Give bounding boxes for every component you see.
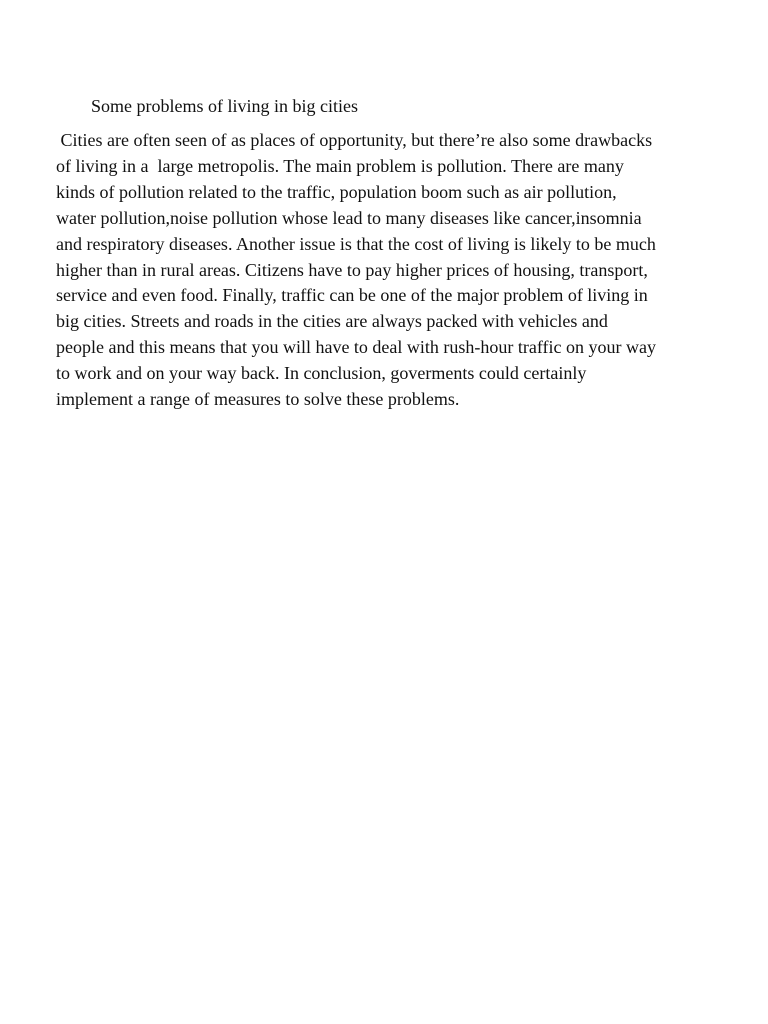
paragraph-line: of living in a large metropolis. The main problem is pollution. There are many [56,155,624,176]
document-title: Some problems of living in big cities [91,96,358,116]
essay-paragraph [56,128,736,413]
paragraph-line: kinds of pollution related to the traffic, population boom such as air pollution, [56,181,617,202]
paragraph-line: Cities are often seen of as places of opportunity, but there’re also some drawbacks [56,130,653,150]
paragraph-line: water pollution,noise pollution whose lead to many diseases like cancer,insomnia [56,207,642,228]
paragraph-line: service and even food. Finally, traffic can be one of the major problem of living in [56,285,648,306]
paragraph-line: big cities. Streets and roads in the cities are always packed with vehicles and [56,311,608,332]
paragraph-line: people and this means that you will have to deal with rush-hour traffic on your way [56,337,657,358]
paragraph-line: to work and on your way back. In conclusion, goverments could certainly [56,363,587,384]
paragraph-line: and respiratory diseases. Another issue is that the cost of living is likely to be much [56,233,656,254]
paragraph-line: higher than in rural areas. Citizens have to pay higher prices of housing, transport, [56,259,648,280]
paragraph-line: implement a range of measures to solve these problems. [56,389,460,410]
